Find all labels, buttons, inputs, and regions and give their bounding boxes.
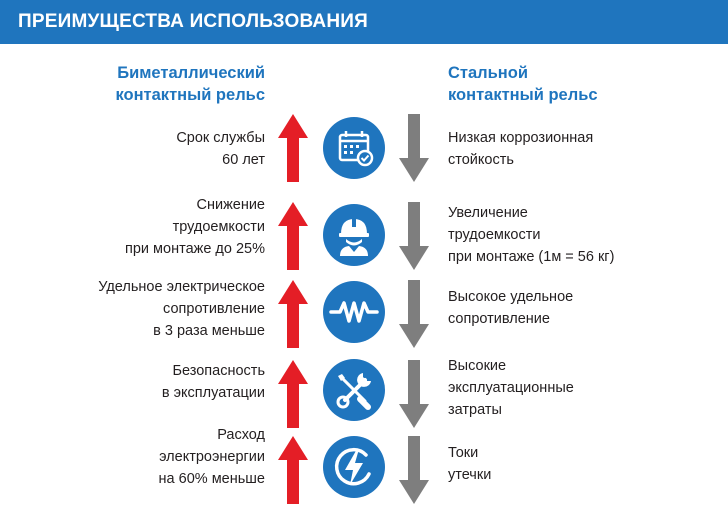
calendar-check-icon bbox=[323, 117, 385, 179]
text-line: в эксплуатации bbox=[161, 385, 265, 401]
text-line: Удельное электрическое bbox=[98, 279, 265, 295]
arrow-down-icon bbox=[399, 202, 429, 270]
steel-drawback-text bbox=[448, 202, 614, 268]
arrow-down-icon bbox=[399, 114, 429, 182]
arrow-down-icon bbox=[399, 280, 429, 348]
text-line: Высокие bbox=[448, 358, 507, 374]
arrow-up-icon bbox=[278, 360, 308, 428]
text-line: при монтаже (1м = 56 кг) bbox=[448, 249, 615, 265]
steel-drawback-text bbox=[448, 355, 574, 421]
text-line: Высокое удельное bbox=[448, 289, 574, 305]
column-heading-line: контактный рельс bbox=[448, 86, 598, 104]
text-line: Расход bbox=[217, 427, 265, 443]
column-heading-bimetallic bbox=[115, 62, 265, 106]
column-heading-steel bbox=[448, 62, 598, 106]
column-heading-line: контактный рельс bbox=[115, 86, 265, 104]
column-heading-line: Биметаллический bbox=[117, 64, 265, 82]
text-line: затраты bbox=[448, 402, 502, 418]
text-line: в 3 раза меньше bbox=[153, 323, 265, 339]
text-line: Безопасность bbox=[172, 363, 265, 379]
arrow-up-icon bbox=[278, 202, 308, 270]
page-title: ПРЕИМУЩЕСТВА ИСПОЛЬЗОВАНИЯ bbox=[18, 11, 368, 32]
arrow-up-icon bbox=[278, 114, 308, 182]
text-line: сопротивление bbox=[448, 311, 550, 327]
text-line: Срок службы bbox=[176, 130, 265, 146]
text-line: трудоемкости bbox=[172, 219, 265, 235]
header-banner bbox=[0, 0, 728, 44]
arrow-down-icon bbox=[399, 360, 429, 428]
text-line: Низкая коррозионная bbox=[448, 130, 594, 146]
text-line: электроэнергии bbox=[159, 449, 265, 465]
arrow-up-icon bbox=[278, 280, 308, 348]
text-line: Увеличение bbox=[448, 205, 528, 221]
steel-drawback-text bbox=[448, 286, 573, 330]
text-line: 60 лет bbox=[222, 152, 265, 168]
bimetallic-advantage-text bbox=[159, 424, 265, 490]
screwdriver-wrench-icon bbox=[323, 359, 385, 421]
text-line: на 60% меньше bbox=[158, 471, 265, 487]
arrow-down-icon bbox=[399, 436, 429, 504]
text-line: трудоемкости bbox=[448, 227, 541, 243]
text-line: при монтаже до 25% bbox=[125, 241, 265, 257]
steel-drawback-text bbox=[448, 442, 491, 486]
resistor-icon bbox=[323, 281, 385, 343]
column-heading-line: Стальной bbox=[448, 64, 528, 82]
arrow-up-icon bbox=[278, 436, 308, 504]
lightning-icon bbox=[323, 436, 385, 498]
worker-helmet-icon bbox=[323, 204, 385, 266]
text-line: Снижение bbox=[196, 197, 265, 213]
bimetallic-advantage-text bbox=[162, 360, 265, 404]
bimetallic-advantage-text bbox=[176, 127, 265, 171]
text-line: утечки bbox=[448, 467, 492, 483]
steel-drawback-text bbox=[448, 127, 593, 171]
text-line: эксплуатационные bbox=[448, 380, 574, 396]
text-line: Токи bbox=[448, 445, 479, 461]
text-line: сопротивление bbox=[163, 301, 265, 317]
bimetallic-advantage-text bbox=[125, 194, 265, 260]
text-line: стойкость bbox=[448, 152, 514, 168]
bimetallic-advantage-text bbox=[98, 276, 265, 342]
